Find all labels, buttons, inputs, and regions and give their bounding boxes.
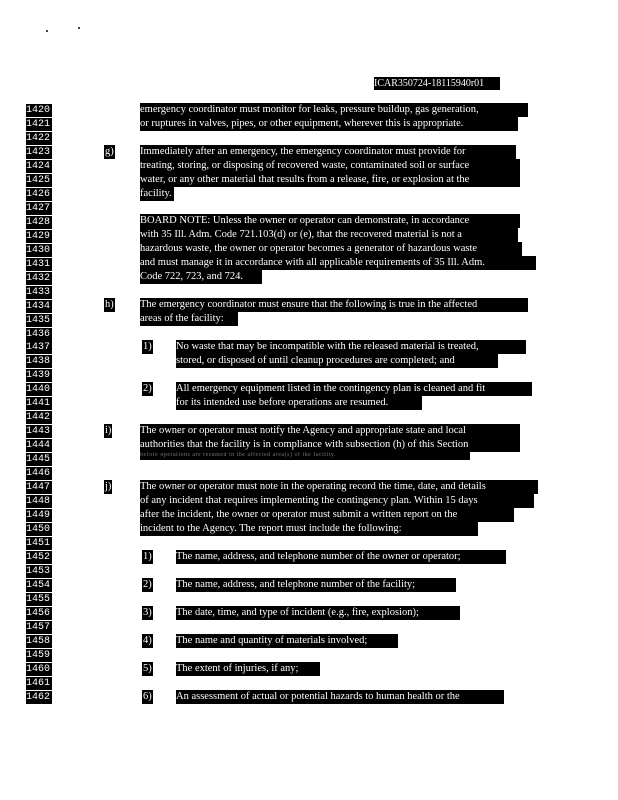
line-number: 1437 (26, 342, 51, 354)
text-line: No waste that may be incompatible with the released material is treated, (176, 340, 526, 354)
text-line: authorities that the facility is in compliance with subsection (h) of this Section (140, 438, 520, 452)
line-number: 1430 (26, 244, 51, 256)
line-number: 1447 (26, 482, 51, 494)
line-number: 1461 (26, 677, 51, 689)
line-number: 1440 (26, 384, 51, 396)
line-number: 1431 (26, 258, 51, 270)
line-number: 1441 (26, 398, 51, 410)
document-id: ICAR350724-18115940r01 (374, 77, 500, 90)
text-line: areas of the facility: (140, 312, 238, 326)
item-label: 3) (143, 607, 152, 618)
text-line: emergency coordinator must monitor for leaks, pressure buildup, gas generation, (140, 103, 528, 117)
line-number: 1448 (26, 496, 51, 508)
text-line: The owner or operator must note in the operating record the time, date, and details (140, 480, 538, 494)
line-number: 1424 (26, 160, 51, 172)
line-number: 1452 (26, 552, 51, 564)
item-label: 2) (143, 383, 152, 394)
text-line: stored, or disposed of until cleanup procedures are completed; and (176, 354, 498, 368)
line-number: 1428 (26, 216, 51, 228)
scan-speck (78, 27, 80, 29)
text-line: incident to the Agency. The report must include the following: (140, 522, 478, 536)
text-line: for its intended use before operations are resumed. (176, 396, 422, 410)
line-number: 1423 (26, 146, 51, 158)
text-line: The owner or operator must notify the Agency and appropriate state and local (140, 424, 520, 438)
text-line: before operations are resumed in the affected area(s) of the facility. (140, 452, 470, 460)
text-line: facility. (140, 187, 174, 201)
text-line: or ruptures in valves, pipes, or other equipment, wherever this is appropriate. (140, 117, 518, 131)
text-line: of any incident that requires implementing the contingency plan. Within 15 days (140, 494, 534, 508)
item-label: 4) (143, 635, 152, 646)
line-number: 1454 (26, 579, 51, 591)
line-number: 1433 (26, 286, 51, 298)
line-number: 1459 (26, 649, 51, 661)
item-label: 1) (143, 551, 152, 562)
line-number: 1421 (26, 118, 51, 130)
line-number: 1422 (26, 132, 51, 144)
text-line: The extent of injuries, if any; (176, 662, 320, 676)
board-note-line: hazardous waste, the owner or operator becomes a generator of hazardous waste (140, 242, 522, 256)
text-line: All emergency equipment listed in the contingency plan is cleaned and fit (176, 382, 532, 396)
item-label: 1) (143, 341, 152, 352)
line-number: 1420 (26, 105, 51, 116)
line-number: 1429 (26, 230, 51, 242)
scan-speck (46, 30, 48, 32)
board-note-line: Code 722, 723, and 724. (140, 270, 262, 284)
item-label: 2) (143, 579, 152, 590)
item-label: 6) (143, 691, 152, 702)
text-line: The name, address, and telephone number of the owner or operator; (176, 550, 506, 564)
line-number: 1435 (26, 314, 51, 326)
line-number: 1444 (26, 440, 51, 452)
paragraph-label: j) (105, 481, 112, 492)
paragraph-label: g) (105, 146, 114, 157)
board-note-line: BOARD NOTE: Unless the owner or operator can demonstrate, in accordance (140, 214, 520, 228)
line-number: 1436 (26, 328, 51, 340)
text-line: water, or any other material that results from a release, fire, or explosion at the (140, 173, 520, 187)
line-number: 1462 (26, 691, 51, 703)
text-line: treating, storing, or disposing of recovered waste, contaminated soil or surface (140, 159, 520, 173)
paragraph-label: i) (105, 425, 112, 436)
line-number: 1426 (26, 188, 51, 200)
line-number: 1453 (26, 566, 51, 577)
item-label: 5) (143, 663, 152, 674)
board-note-line: with 35 Ill. Adm. Code 721.103(d) or (e), that the recovered material is not a (140, 228, 518, 242)
line-number: 1443 (26, 426, 51, 438)
line-number: 1460 (26, 663, 51, 675)
text-line: after the incident, the owner or operator must submit a written report on the (140, 508, 514, 522)
line-number: 1425 (26, 174, 51, 186)
text-line: The name, address, and telephone number of the facility; (176, 578, 456, 592)
line-number: 1439 (26, 370, 51, 382)
line-number: 1427 (26, 202, 51, 214)
line-number: 1450 (26, 524, 51, 536)
line-number: 1442 (26, 412, 51, 424)
line-number: 1458 (26, 635, 51, 647)
line-number: 1456 (26, 607, 51, 619)
line-number: 1455 (26, 593, 51, 605)
line-number: 1445 (26, 454, 51, 466)
line-number: 1438 (26, 356, 51, 368)
line-number: 1457 (26, 621, 51, 633)
text-line: The date, time, and type of incident (e.g., fire, explosion); (176, 606, 460, 620)
line-number: 1432 (26, 272, 51, 284)
text-line: The emergency coordinator must ensure that the following is true in the affected (140, 298, 528, 312)
line-number: 1446 (26, 468, 51, 480)
paragraph-label: h) (105, 299, 114, 310)
line-number: 1449 (26, 510, 51, 522)
line-number: 1434 (26, 300, 51, 312)
line-number: 1451 (26, 538, 51, 550)
text-line: The name and quantity of materials involved; (176, 634, 398, 648)
text-line: Immediately after an emergency, the emergency coordinator must provide for (140, 145, 516, 159)
board-note-line: and must manage it in accordance with all applicable requirements of 35 Ill. Adm. (140, 256, 536, 270)
text-line: An assessment of actual or potential hazards to human health or the (176, 690, 504, 704)
